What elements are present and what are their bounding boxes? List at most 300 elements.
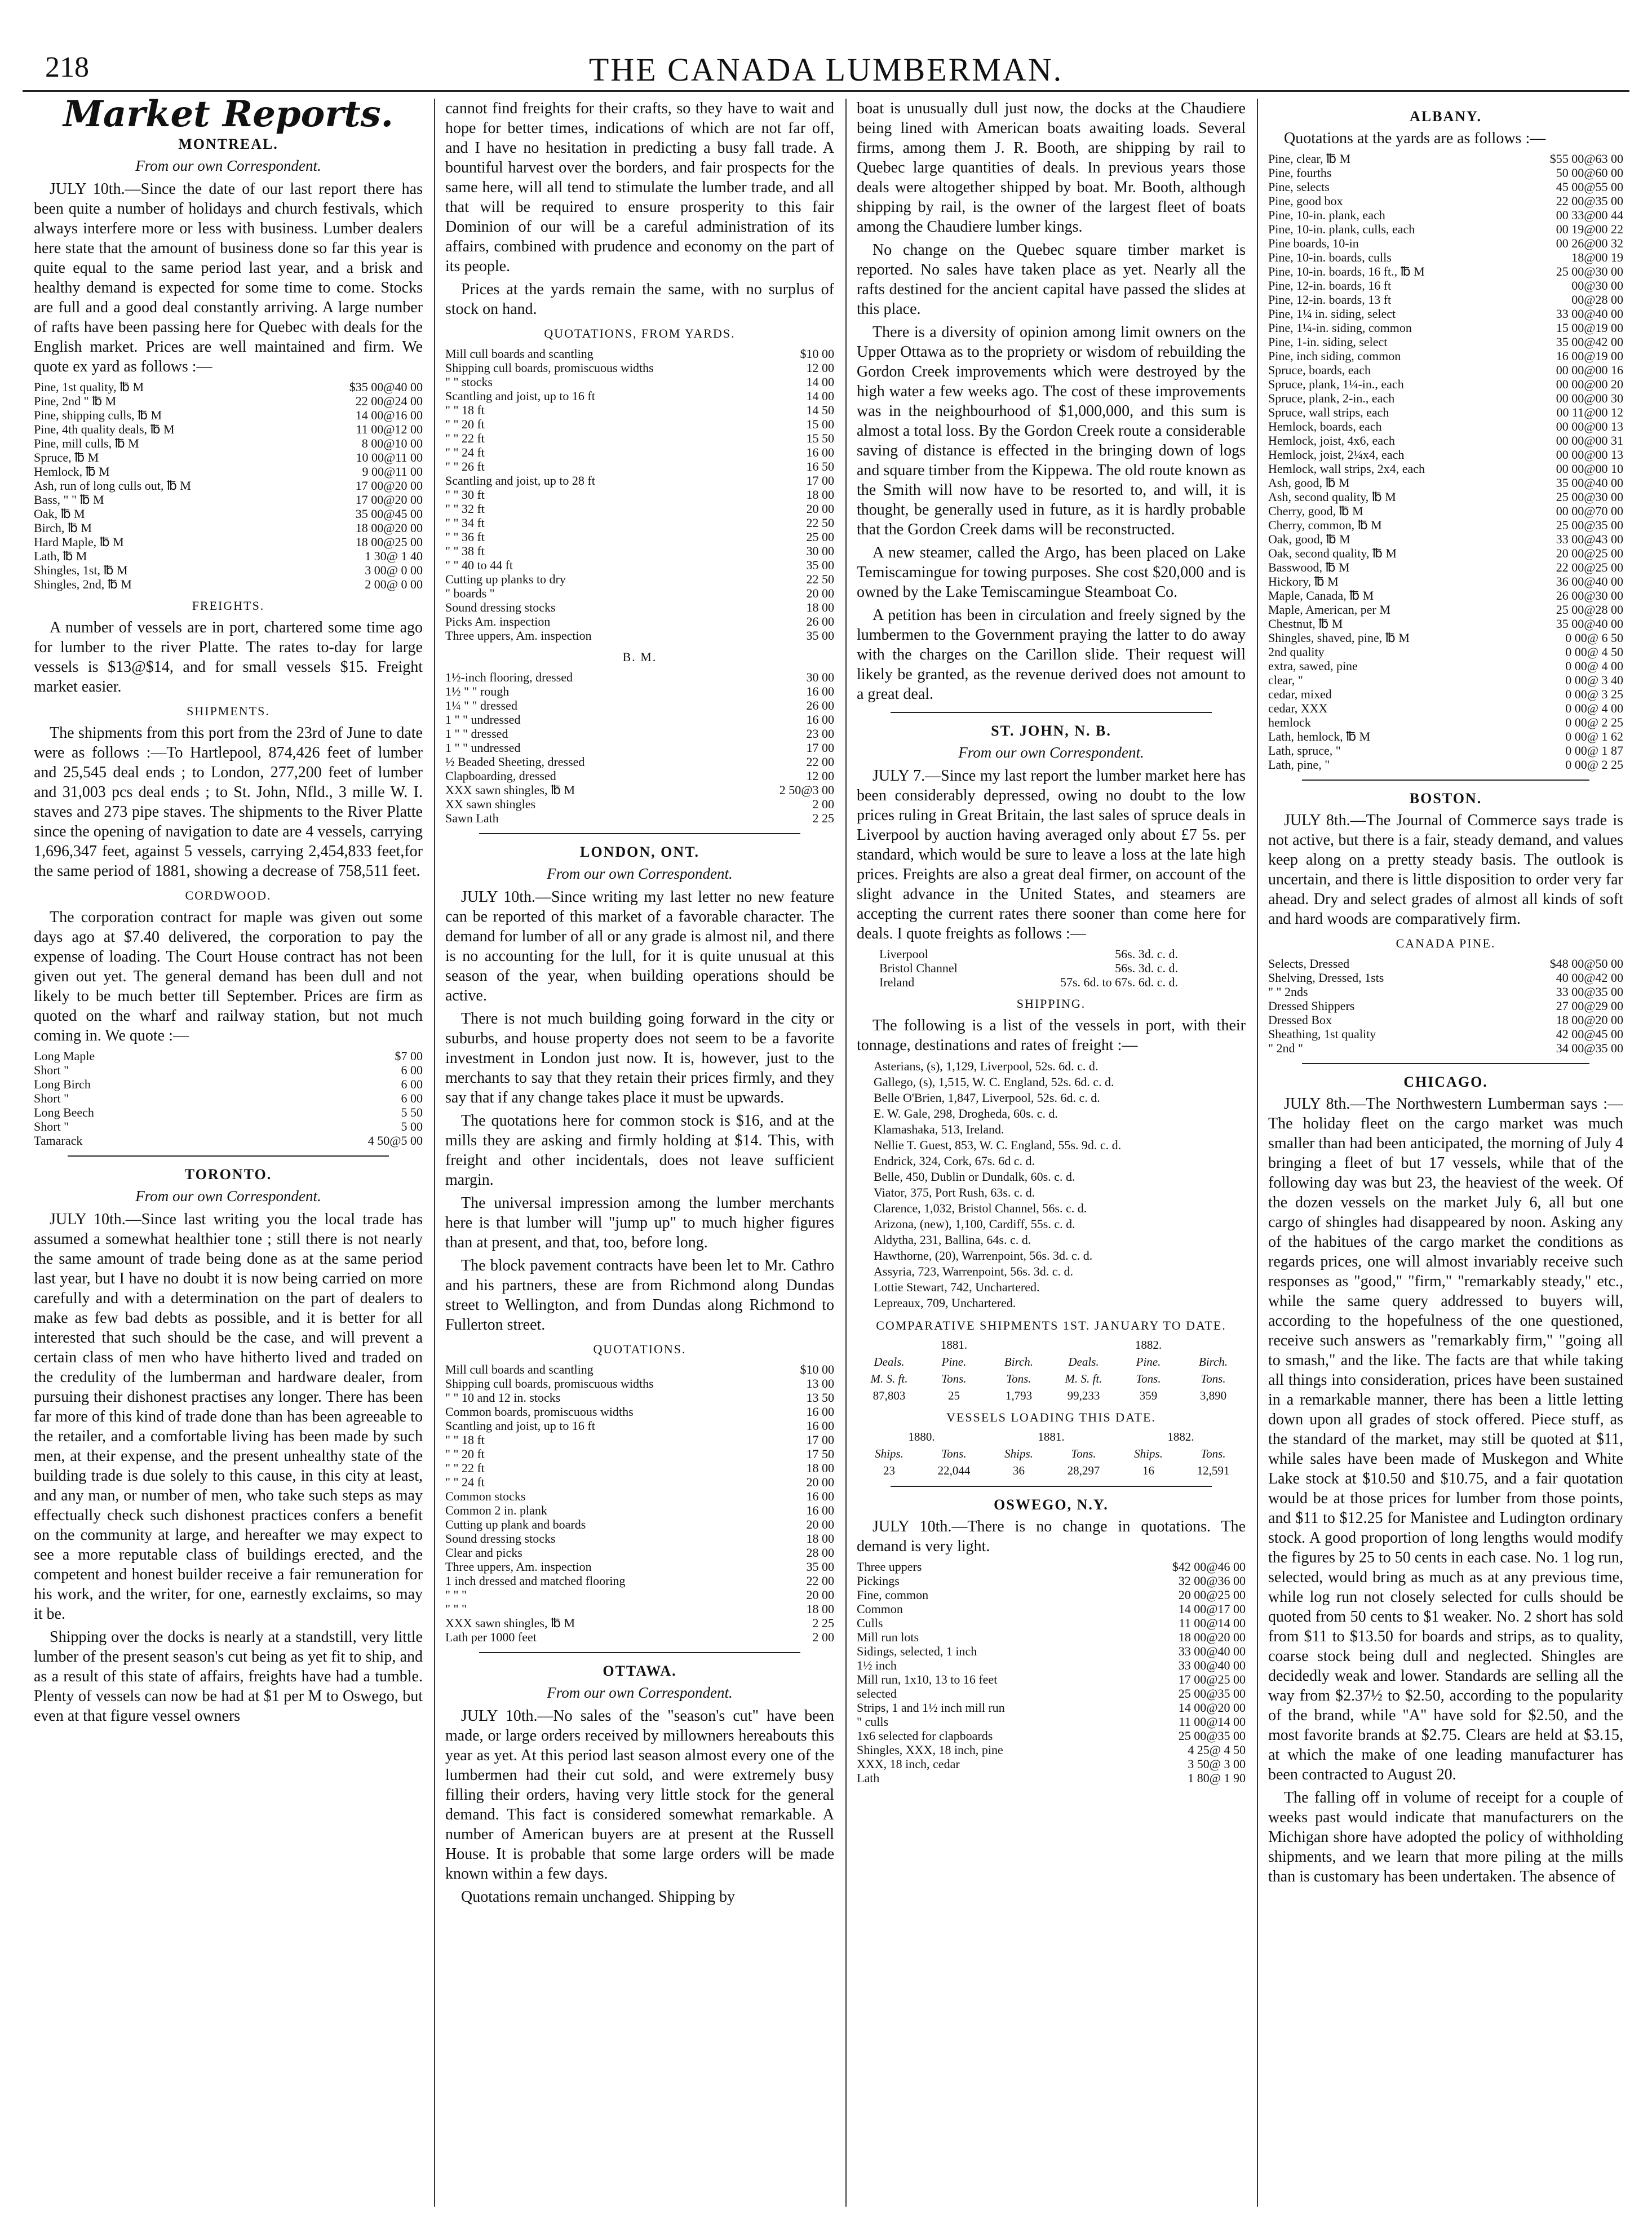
price-row [1268, 419, 1623, 433]
item-label: Pine, 1¼-in. siding, common [1268, 321, 1412, 335]
item-label: " " 26 ft [445, 459, 485, 473]
price-row [445, 530, 834, 544]
year-label: 1881. [940, 1338, 968, 1352]
price-row [879, 961, 1178, 975]
price-row [857, 1672, 1246, 1686]
price-row [1268, 293, 1623, 307]
item-label: clear, " [1268, 673, 1303, 687]
price-row [445, 1531, 834, 1546]
item-price: 1 80@ 1 90 [1188, 1771, 1246, 1785]
price-row [1268, 180, 1623, 194]
item-label: Fine, common [857, 1588, 929, 1602]
item-price: 16 00 [806, 712, 834, 727]
table-cell: Deals. [1068, 1355, 1099, 1369]
price-row [1268, 405, 1623, 419]
price-row [445, 445, 834, 459]
page-number: 218 [45, 51, 89, 83]
item-price: 35 00@40 00 [1556, 476, 1623, 490]
item-label: Long Maple [34, 1049, 95, 1063]
item-price: 8 00@10 00 [361, 436, 423, 450]
item-label: Pine, 2nd " ℔ M [34, 394, 117, 408]
section-divider [1302, 1063, 1589, 1064]
price-row [1268, 476, 1623, 490]
list-item: Gallego, (s), 1,515, W. C. England, 52s. 6d. c. d. [874, 1075, 1114, 1089]
item-label: Hemlock, boards, each [1268, 419, 1382, 433]
price-row [445, 544, 834, 558]
column-4 [1268, 99, 1623, 2207]
item-price: 3 50@ 3 00 [1188, 1757, 1246, 1771]
loading-values [857, 1463, 1246, 1478]
item-price: 33 00@40 00 [1178, 1644, 1246, 1658]
comparative-values [857, 1388, 1246, 1403]
item-label: Long Birch [34, 1077, 91, 1091]
item-label: Pine, 10-in. plank, culls, each [1268, 222, 1415, 236]
item-label: extra, sawed, pine [1268, 659, 1358, 673]
item-price: 20 00@25 00 [1178, 1588, 1246, 1602]
item-label: Hickory, ℔ M [1268, 574, 1339, 588]
item-label: Spruce, wall strips, each [1268, 405, 1389, 419]
price-row [1268, 152, 1623, 166]
item-label: Hemlock, ℔ M [34, 464, 110, 479]
item-label: " " 10 and 12 in. stocks [445, 1391, 561, 1405]
section-divider [68, 1155, 389, 1157]
item-label: Hemlock, joist, 2¼x4, each [1268, 448, 1405, 462]
item-price: 45 00@55 00 [1556, 180, 1623, 194]
price-row [445, 473, 834, 488]
price-row [857, 1701, 1246, 1715]
item-price: 33 00@40 00 [1178, 1658, 1246, 1672]
price-row [1268, 588, 1623, 603]
item-label: " " 24 ft [445, 445, 485, 459]
item-label: Tamarack [34, 1133, 83, 1148]
freight-table [879, 947, 1178, 989]
price-row [857, 1560, 1246, 1574]
price-row [1268, 250, 1623, 264]
item-label: Pine, 10-in. boards, culls [1268, 250, 1392, 264]
item-label: XXX, 18 inch, cedar [857, 1757, 960, 1771]
list-item: Klamashaka, 513, Ireland. [874, 1122, 1004, 1136]
article-paragraph: There is a diversity of opinion among limit owners on the Upper Ottawa as to the propriety or wisdom of rebuilding the Gordon Creek improvements which were destroyed by the high water a few weeks ago. The cost of these improvements was in the neighbourhood of $1,000,000, and this sum is almost a total loss. By the Gordon Creek route a considerable saving of distance is effected in the bringing down of logs and square timber from the Kippewa. The old route known as the Smith will now have to be resorted to, and will, it is thought, be generally used in future, as it is hardly probable that the Gordon Creek dams will be reconstructed. [857, 324, 1246, 538]
section-divider [1302, 780, 1589, 781]
item-price: 10 00@11 00 [356, 450, 423, 464]
price-row [1268, 222, 1623, 236]
item-label: Ash, second quality, ℔ M [1268, 490, 1396, 504]
item-label: Cherry, common, ℔ M [1268, 518, 1382, 532]
item-price: 34 00@35 00 [1556, 1041, 1623, 1055]
price-row [445, 769, 834, 783]
price-row [857, 1602, 1246, 1616]
price-row [1268, 631, 1623, 645]
subheading-quotations: QUOTATIONS. [593, 1342, 687, 1356]
price-row [445, 1376, 834, 1391]
subheading-loading: VESSELS LOADING THIS DATE. [946, 1410, 1156, 1424]
item-price: 0 00@ 2 25 [1565, 715, 1623, 729]
item-label: " " 40 to 44 ft [445, 558, 513, 572]
price-row [34, 450, 423, 464]
price-row [879, 975, 1178, 989]
price-row [445, 1546, 834, 1560]
price-row [34, 394, 423, 408]
item-label: 1 " " undressed [445, 741, 521, 755]
price-row [445, 417, 834, 431]
price-row [445, 375, 834, 389]
item-label: Hard Maple, ℔ M [34, 535, 124, 549]
price-row [445, 698, 834, 712]
price-row [1268, 307, 1623, 321]
table-cell: Birch. [1198, 1355, 1228, 1369]
price-row [857, 1715, 1246, 1729]
item-label: Oak, ℔ M [34, 507, 85, 521]
item-label: Clapboarding, dressed [445, 769, 556, 783]
item-price: 16 00 [806, 445, 834, 459]
item-price: 6 00 [401, 1091, 423, 1105]
article-paragraph: JULY 8th.—The Journal of Commerce says trade is not active, but there is a fair, steady demand, and values keep along on a pretty steady basis. The outlook is uncertain, and there is little disposition to order very far ahead. Dry and select grades of almost all kinds of soft and hard woods are comparatively firm. [1268, 812, 1623, 928]
section-heading-toronto: TORONTO. [184, 1166, 272, 1183]
item-label: hemlock [1268, 715, 1311, 729]
item-price: 18 00 [806, 488, 834, 502]
table-cell: Tons. [1006, 1372, 1031, 1385]
price-row [34, 422, 423, 436]
item-price: 12 00 [806, 769, 834, 783]
item-label: 1x6 selected for clapboards [857, 1729, 993, 1743]
article-paragraph: JULY 10th.—Since writing my last letter no new feature can be reported of this market of a favorable character. The demand for lumber of all or any grade is almost nil, and there is no accounting for the lull, for it is quite unusual at this season of the year, when building operations should be active. [445, 888, 834, 1004]
article-paragraph: JULY 10th.—No sales of the "season's cut" have been made, or large orders received by millowners hereabouts this year as yet. At this period last season almost every one of the lumbermen had their cut sold, and were extremely busy filling their orders, having very little stock for the general demand. This fact is considered somewhat remarkable. A number of American buyers are at present at the Russell House. It is probable that some large orders will be made known within a few days. [445, 1707, 834, 1883]
price-row [445, 1560, 834, 1574]
column-3 [857, 99, 1246, 2207]
item-price: 56s. 3d. c. d. [1115, 947, 1178, 961]
item-price: 15 00@19 00 [1556, 321, 1623, 335]
price-row [1268, 673, 1623, 687]
item-price: 33 00@43 00 [1556, 532, 1623, 546]
item-label: Pine, 12-in. boards, 16 ft [1268, 278, 1392, 293]
item-label: " " 20 ft [445, 417, 485, 431]
section-divider [479, 1652, 800, 1653]
item-price: $7 00 [395, 1049, 423, 1063]
list-item: E. W. Gale, 298, Drogheda, 60s. c. d. [874, 1106, 1058, 1121]
item-price: 16 00 [806, 1503, 834, 1517]
item-price: 56s. 3d. c. d. [1115, 961, 1178, 975]
item-price: 0 00@ 3 25 [1565, 687, 1623, 701]
price-row [1268, 758, 1623, 772]
item-price: 00 00@70 00 [1556, 504, 1623, 518]
item-label: Sawn Lath [445, 811, 499, 825]
price-row [1268, 236, 1623, 250]
list-item: Viator, 375, Port Rush, 63s. c. d. [874, 1185, 1035, 1199]
item-price: 16 00 [806, 684, 834, 698]
item-price: $35 00@40 00 [349, 380, 423, 394]
price-row [857, 1729, 1246, 1743]
item-price: 00 00@00 30 [1556, 391, 1623, 405]
column-rule [845, 99, 847, 2207]
item-label: Bristol Channel [879, 961, 958, 975]
item-price: 35 00@42 00 [1556, 335, 1623, 349]
item-price: 00@30 00 [1571, 278, 1623, 293]
item-label: Lath [857, 1771, 880, 1785]
item-label: Shipping cull boards, promiscuous widths [445, 361, 654, 375]
item-label: Common stocks [445, 1489, 526, 1503]
item-label: Shelving, Dressed, 1sts [1268, 971, 1384, 985]
subheading-quotations: QUOTATIONS, FROM YARDS. [544, 326, 736, 340]
item-label: Spruce, plank, 1¼-in., each [1268, 377, 1404, 391]
item-price: 17 00 [806, 1433, 834, 1447]
item-label: Pine boards, 10-in [1268, 236, 1359, 250]
item-label: Pine, selects [1268, 180, 1330, 194]
item-label: cedar, XXX [1268, 701, 1328, 715]
price-row [857, 1588, 1246, 1602]
item-price: 4 25@ 4 50 [1188, 1743, 1246, 1757]
item-price: 30 00 [806, 670, 834, 684]
year-label: 1882. [1167, 1430, 1194, 1443]
price-row [857, 1771, 1246, 1785]
table-cell: Ships. [1004, 1447, 1033, 1460]
item-price: 2 00 [812, 797, 834, 811]
column-rule [1257, 99, 1258, 2207]
item-label: " " 30 ft [445, 488, 485, 502]
price-row [445, 459, 834, 473]
item-price: 16 00@19 00 [1556, 349, 1623, 363]
article-paragraph: JULY 10th.—Since last writing you the local trade has assumed a somewhat healthier tone ; still there is not nearly the same amount of trade being done as at the same period last year, but I have no doubt it is now being carried on more carefully and with a determination on the part of dealers to make as few bad debts as possible, and it is better for all interested that such should be the case, and will prevent a certain class of men who have hitherto lived and traded on the credulity of the lumberman and hardware dealer, from pursuing their dishonest practises any longer. There has been far more of this kind of trade done than has been agreeable to the retailer, and a comfortable living has been made by such men, at their expense, and the present unhealthy state of the building trade is due solely to this cause, in this city at least, and any man, or number of men, who take such steps as may effectually check such dishonest practices confers a benefit on the community at large, and hereafter we may expect to see a more reputable class of buildings erected, and the competent and honest builder receive a fair remuneration for his work, and the writer, for one, earnestly exclaims, so may it be. [34, 1211, 423, 1623]
price-row [1268, 560, 1623, 574]
item-price: 26 00 [806, 698, 834, 712]
price-row [445, 502, 834, 516]
price-row [857, 1630, 1246, 1644]
item-price: 33 00@40 00 [1556, 307, 1623, 321]
item-label: Shingles, 2nd, ℔ M [34, 577, 132, 591]
price-row [445, 797, 834, 811]
price-row [1268, 208, 1623, 222]
item-price: 35 00@45 00 [355, 507, 423, 521]
item-price: 2 50@3 00 [779, 783, 834, 797]
item-label: Pine, 10-in. boards, 16 ft., ℔ M [1268, 264, 1425, 278]
item-label: Spruce, plank, 2-in., each [1268, 391, 1395, 405]
masthead: Market Reports. [63, 99, 393, 135]
item-price: 00 00@00 13 [1556, 448, 1623, 462]
article-paragraph: There is not much building going forward in the city or suburbs, and house property does not seem to be a favorite investment in London just now. It is, however, just to the merchants to say that they retain their prices firmly, and they say that if any change takes place it must be upwards. [445, 1010, 834, 1106]
price-row [445, 431, 834, 445]
item-label: Pine, 12-in. boards, 13 ft [1268, 293, 1392, 307]
article-paragraph: Quotations remain unchanged. Shipping by [461, 1888, 736, 1906]
item-label: " " 36 ft [445, 530, 485, 544]
item-price: $10 00 [800, 1362, 834, 1376]
loading-columns [857, 1446, 1246, 1461]
price-row [445, 1461, 834, 1475]
item-label: Shingles, XXX, 18 inch, pine [857, 1743, 1003, 1757]
table-cell: 25 [948, 1389, 960, 1402]
price-row [445, 361, 834, 375]
price-row [445, 1574, 834, 1588]
item-price: 40 00@42 00 [1556, 971, 1623, 985]
item-price: 35 00 [806, 628, 834, 643]
price-row [857, 1658, 1246, 1672]
item-price: 22 00 [806, 1574, 834, 1588]
item-price: 0 00@ 6 50 [1565, 631, 1623, 645]
item-price: 18@00 19 [1571, 250, 1623, 264]
table-cell: Birch. [1004, 1355, 1034, 1369]
item-label: Three uppers [857, 1560, 922, 1574]
item-label: Long Beech [34, 1105, 94, 1119]
article-paragraph: Prices at the yards remain the same, with no surplus of stock on hand. [445, 281, 834, 318]
section-divider [479, 833, 800, 834]
item-label: Common [857, 1602, 903, 1616]
article-paragraph: JULY 7.—Since my last report the lumber market here has been considerably depressed, owing no doubt to the low prices ruling in Great Britain, the last sales of spruce deals in Liverpool by auction having averaged only about £7 5s. per standard, which would be sure to leave a loss at the late high prices. Freights are also a great deal firmer, on account of the slight advance in the United States, and steamers are accepting the current rates there sooner than come here for deals. I quote freights as follows :— [857, 767, 1246, 942]
item-price: 1 30@ 1 40 [365, 549, 423, 563]
item-label: Dressed Shippers [1268, 999, 1355, 1013]
byline: From our own Correspondent. [958, 744, 1144, 761]
item-price: 35 00 [806, 558, 834, 572]
item-label: " " 22 ft [445, 1461, 485, 1475]
table-cell: M. S. ft. [870, 1372, 908, 1385]
item-price: 22 00 [806, 755, 834, 769]
item-label: Shingles, 1st, ℔ M [34, 563, 128, 577]
item-price: 18 00 [806, 1461, 834, 1475]
price-row [34, 1091, 423, 1105]
item-price: 00 33@00 44 [1556, 208, 1623, 222]
price-row [857, 1686, 1246, 1701]
price-row [1268, 518, 1623, 532]
price-row [445, 1362, 834, 1376]
table-cell: 359 [1139, 1389, 1158, 1402]
price-row [1268, 603, 1623, 617]
price-row [1268, 659, 1623, 673]
item-price: 5 00 [401, 1119, 423, 1133]
column-rule [434, 99, 435, 2207]
item-price: 25 00@30 00 [1556, 490, 1623, 504]
price-row [1268, 1041, 1623, 1055]
item-price: 17 00@20 00 [355, 479, 423, 493]
item-price: 20 00 [806, 586, 834, 600]
item-label: Strips, 1 and 1½ inch mill run [857, 1701, 1005, 1715]
list-item: Hawthorne, (20), Warrenpoint, 56s. 3d. c. d. [874, 1248, 1093, 1263]
article-paragraph: The quotations here for common stock is $16, and at the mills they are asking and firmly holding at $14. This, with freight and other incidentals, does not leave sufficient margin. [445, 1112, 834, 1189]
price-row [34, 535, 423, 549]
price-row [34, 1119, 423, 1133]
item-label: Oak, second quality, ℔ M [1268, 546, 1397, 560]
price-row [1268, 743, 1623, 758]
newspaper-title: THE CANADA LUMBERMAN. [588, 51, 1064, 88]
price-row [445, 558, 834, 572]
article-paragraph: The corporation contract for maple was given out some days ago at $7.40 delivered, the corporation to pay the expense of loading. The Court House contract has not been given out yet. The general demand has been dull and not likely to be much better till September. Prices are firm as quoted on the wharf and railway station, but not much coming in. We quote :— [34, 909, 423, 1044]
price-row [1268, 956, 1623, 971]
item-label: selected [857, 1686, 897, 1701]
price-table [34, 1049, 423, 1148]
item-price: 18 00@20 00 [355, 521, 423, 535]
year-label: 1880. [908, 1430, 935, 1443]
price-row [1268, 335, 1623, 349]
item-label: Picks Am. inspection [445, 614, 551, 628]
table-cell: Tons. [1201, 1372, 1226, 1385]
item-price: 3 00@ 0 00 [365, 563, 423, 577]
item-price: 32 00@36 00 [1178, 1574, 1246, 1588]
item-label: Three uppers, Am. inspection [445, 628, 592, 643]
item-label: Sound dressing stocks [445, 600, 556, 614]
item-label: " 2nd " [1268, 1041, 1303, 1055]
price-table [445, 670, 834, 825]
item-price: 0 00@ 3 40 [1565, 673, 1623, 687]
price-row [1268, 433, 1623, 448]
article-paragraph: A new steamer, called the Argo, has been placed on Lake Temiscamingue for towing purposes. She cost $20,000 and is owned by the Lake Temiscamingue Steamboat Co. [857, 544, 1246, 601]
item-price: $42 00@46 00 [1172, 1560, 1246, 1574]
item-label: Ireland [879, 975, 915, 989]
item-label: Pine, 4th quality deals, ℔ M [34, 422, 175, 436]
price-row [1268, 363, 1623, 377]
article-paragraph: The universal impression among the lumber merchants here is that lumber will "jump up" to much higher figures than at present, and that, too, before long. [445, 1194, 834, 1251]
item-label: " " 18 ft [445, 1433, 485, 1447]
price-row [34, 493, 423, 507]
item-price: 00 00@00 31 [1556, 433, 1623, 448]
item-price: 22 00@35 00 [1556, 194, 1623, 208]
item-label: Cutting up planks to dry [445, 572, 566, 586]
item-label: 1¼ " " dressed [445, 698, 517, 712]
subheading-comparative: COMPARATIVE SHIPMENTS 1ST. JANUARY TO DATE. [876, 1318, 1226, 1332]
price-row [445, 1616, 834, 1630]
item-label: " " 20 ft [445, 1447, 485, 1461]
item-price: 4 50@5 00 [367, 1133, 423, 1148]
table-cell: 1,793 [1005, 1389, 1033, 1402]
price-row [34, 563, 423, 577]
price-row [1268, 462, 1623, 476]
price-row [445, 403, 834, 417]
subheading-cordwood: CORDWOOD. [185, 888, 272, 902]
price-row [1268, 617, 1623, 631]
item-price: 25 00@35 00 [1178, 1686, 1246, 1701]
item-label: XXX sawn shingles, ℔ M [445, 783, 575, 797]
table-cell: 23 [883, 1464, 895, 1477]
price-row [1268, 687, 1623, 701]
price-row [1268, 546, 1623, 560]
item-label: Cherry, good, ℔ M [1268, 504, 1363, 518]
item-label: ½ Beaded Sheeting, dressed [445, 755, 585, 769]
item-label: Pine, clear, ℔ M [1268, 152, 1351, 166]
item-price: 14 00 [806, 389, 834, 403]
price-row [34, 507, 423, 521]
item-label: Basswood, ℔ M [1268, 560, 1350, 574]
item-label: Sound dressing stocks [445, 1531, 556, 1546]
item-price: 00@28 00 [1571, 293, 1623, 307]
price-row [1268, 729, 1623, 743]
price-table [445, 347, 834, 643]
price-row [1268, 504, 1623, 518]
price-row [1268, 166, 1623, 180]
item-price: 20 00@25 00 [1556, 546, 1623, 560]
table-cell: Tons. [941, 1447, 967, 1460]
item-price: 25 00@28 00 [1556, 603, 1623, 617]
price-row [1268, 999, 1623, 1013]
article-paragraph: The block pavement contracts have been let to Mr. Cathro and his partners, these are from Richmond along Dundas street to Wellington, and from Dundas along Richmond to Fullerton street. [445, 1257, 834, 1334]
byline: From our own Correspondent. [547, 1684, 733, 1701]
section-heading-chicago: CHICAGO. [1403, 1074, 1488, 1090]
table-cell: 22,044 [937, 1464, 971, 1477]
item-label: Pine, 1-in. siding, select [1268, 335, 1388, 349]
item-price: $55 00@63 00 [1549, 152, 1623, 166]
item-label: " " 2nds [1268, 985, 1308, 999]
item-price: 22 00@25 00 [1556, 560, 1623, 574]
item-price: 23 00 [806, 727, 834, 741]
item-label: Ash, run of long culls out, ℔ M [34, 479, 191, 493]
table-cell: Ships. [1134, 1447, 1163, 1460]
item-price: 57s. 6d. to 67s. 6d. c. d. [1060, 975, 1178, 989]
byline: From our own Correspondent. [135, 1188, 321, 1205]
price-row [445, 1475, 834, 1489]
price-row [445, 712, 834, 727]
column-2 [445, 99, 834, 2207]
item-price: 0 00@ 1 87 [1565, 743, 1623, 758]
price-row [857, 1757, 1246, 1771]
price-row [445, 1602, 834, 1616]
item-price: 36 00@40 00 [1556, 574, 1623, 588]
item-price: 00 26@00 32 [1556, 236, 1623, 250]
table-cell: 3,890 [1199, 1389, 1227, 1402]
item-price: 25 00 [806, 530, 834, 544]
